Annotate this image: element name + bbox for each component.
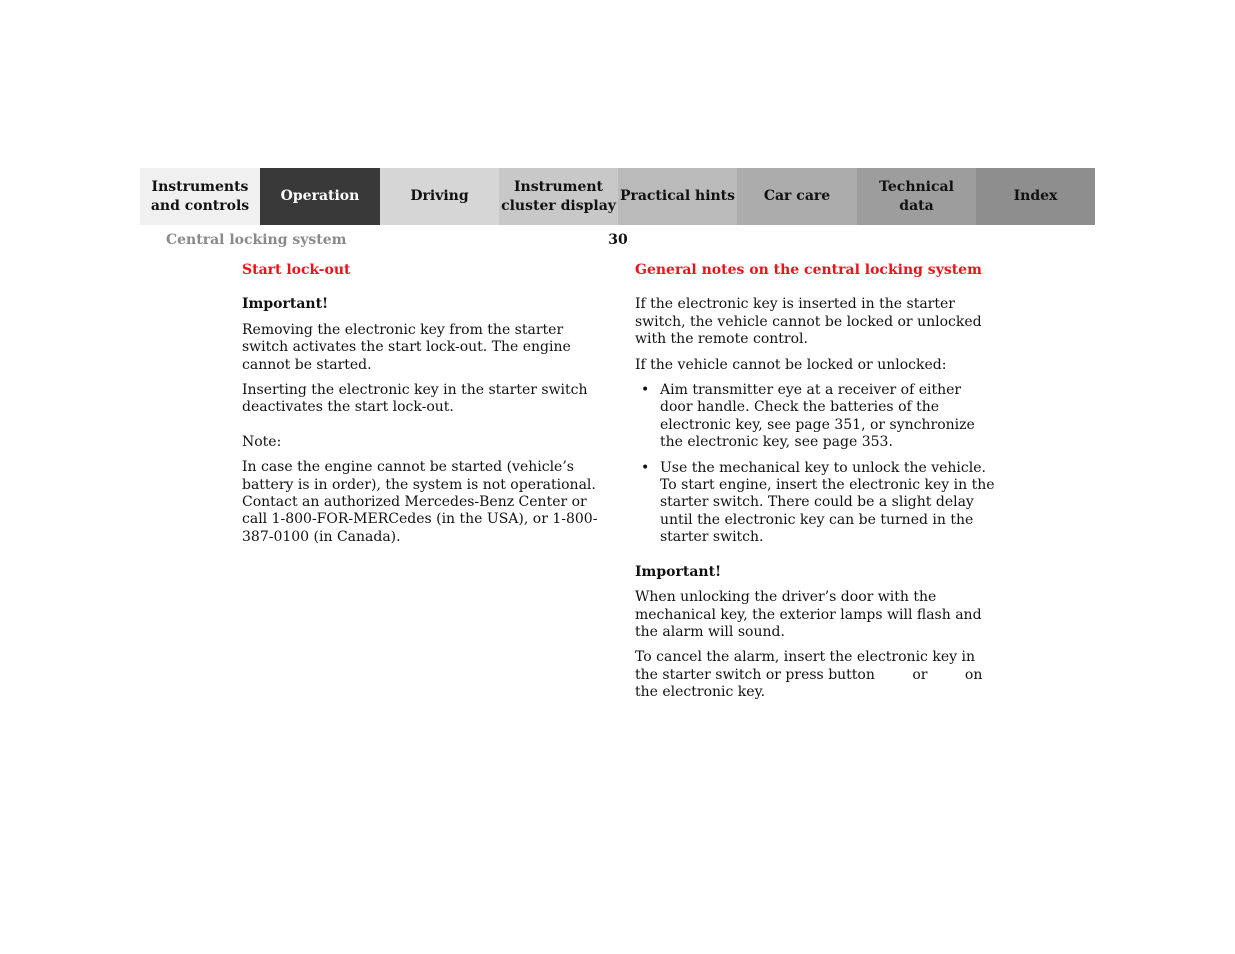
tab-instrument-cluster-display[interactable]: Instrument cluster display bbox=[499, 168, 618, 225]
instruction-list bbox=[635, 382, 997, 547]
general-paragraph-2: If the vehicle cannot be locked or unlocked: bbox=[635, 356, 947, 373]
list-item bbox=[635, 460, 997, 547]
cancel-alarm-paragraph bbox=[635, 649, 997, 701]
list-item bbox=[635, 382, 997, 452]
chapter-tab-bar bbox=[140, 168, 1095, 225]
tab-index[interactable]: Index bbox=[976, 168, 1095, 225]
page-number: 30 bbox=[608, 232, 628, 248]
tab-operation[interactable]: Operation bbox=[260, 168, 380, 225]
cancel-alarm-text-a: To cancel the alarm, insert the electronic key in the starter switch or press button bbox=[635, 649, 975, 683]
important-label: Important! bbox=[242, 296, 329, 313]
tab-practical-hints[interactable]: Practical hints bbox=[618, 168, 737, 225]
general-paragraph-1: If the electronic key is inserted in the starter switch, the vehicle cannot be locked or unlocked with the remote control. bbox=[635, 296, 982, 348]
cancel-alarm-text-c: on the electronic key. bbox=[635, 666, 983, 701]
section-title: Central locking system bbox=[166, 232, 347, 248]
list-item-text: Aim transmitter eye at a receiver of either door handle. Check the batteries of the electronic key, see page 351, or synchronize the electronic key, see page 353. bbox=[660, 382, 975, 451]
left-column bbox=[242, 262, 604, 554]
lockout-paragraph-2: Inserting the electronic key in the starter switch deactivates the start lock-out. bbox=[242, 382, 588, 416]
list-item-text: Use the mechanical key to unlock the vehicle. To start engine, insert the electronic key in the starter switch. There could be a slight delay until the electronic key can be turned in the starter switch. bbox=[660, 459, 995, 546]
alarm-paragraph: When unlocking the driver’s door with the mechanical key, the exterior lamps will flash and the alarm will sound. bbox=[635, 589, 982, 640]
tab-technical-data[interactable]: Technical data bbox=[857, 168, 976, 225]
start-lockout-heading: Start lock-out bbox=[242, 262, 351, 278]
important-label: Important! bbox=[635, 563, 722, 580]
general-notes-heading: General notes on the central locking system bbox=[635, 262, 982, 278]
tab-car-care[interactable]: Car care bbox=[737, 168, 857, 225]
lockout-paragraph-1: Removing the electronic key from the starter switch activates the start lock-out. The engine cannot be started. bbox=[242, 321, 571, 373]
cancel-alarm-text-b: or bbox=[912, 666, 928, 683]
tab-driving[interactable]: Driving bbox=[380, 168, 499, 225]
note-label: Note: bbox=[242, 433, 282, 450]
bullet-icon: • bbox=[641, 459, 650, 476]
note-text: In case the engine cannot be started (vehicle’s battery is in order), the system is not operational. Contact an authorized Mercedes-Benz Center or call 1-800-FOR-MERCedes (in the USA), or 1-800-387-0100 (in Canada). bbox=[242, 459, 598, 545]
right-column bbox=[635, 262, 997, 710]
bullet-icon: • bbox=[641, 382, 650, 399]
tab-instruments-and-controls[interactable]: Instruments and controls bbox=[140, 168, 260, 225]
